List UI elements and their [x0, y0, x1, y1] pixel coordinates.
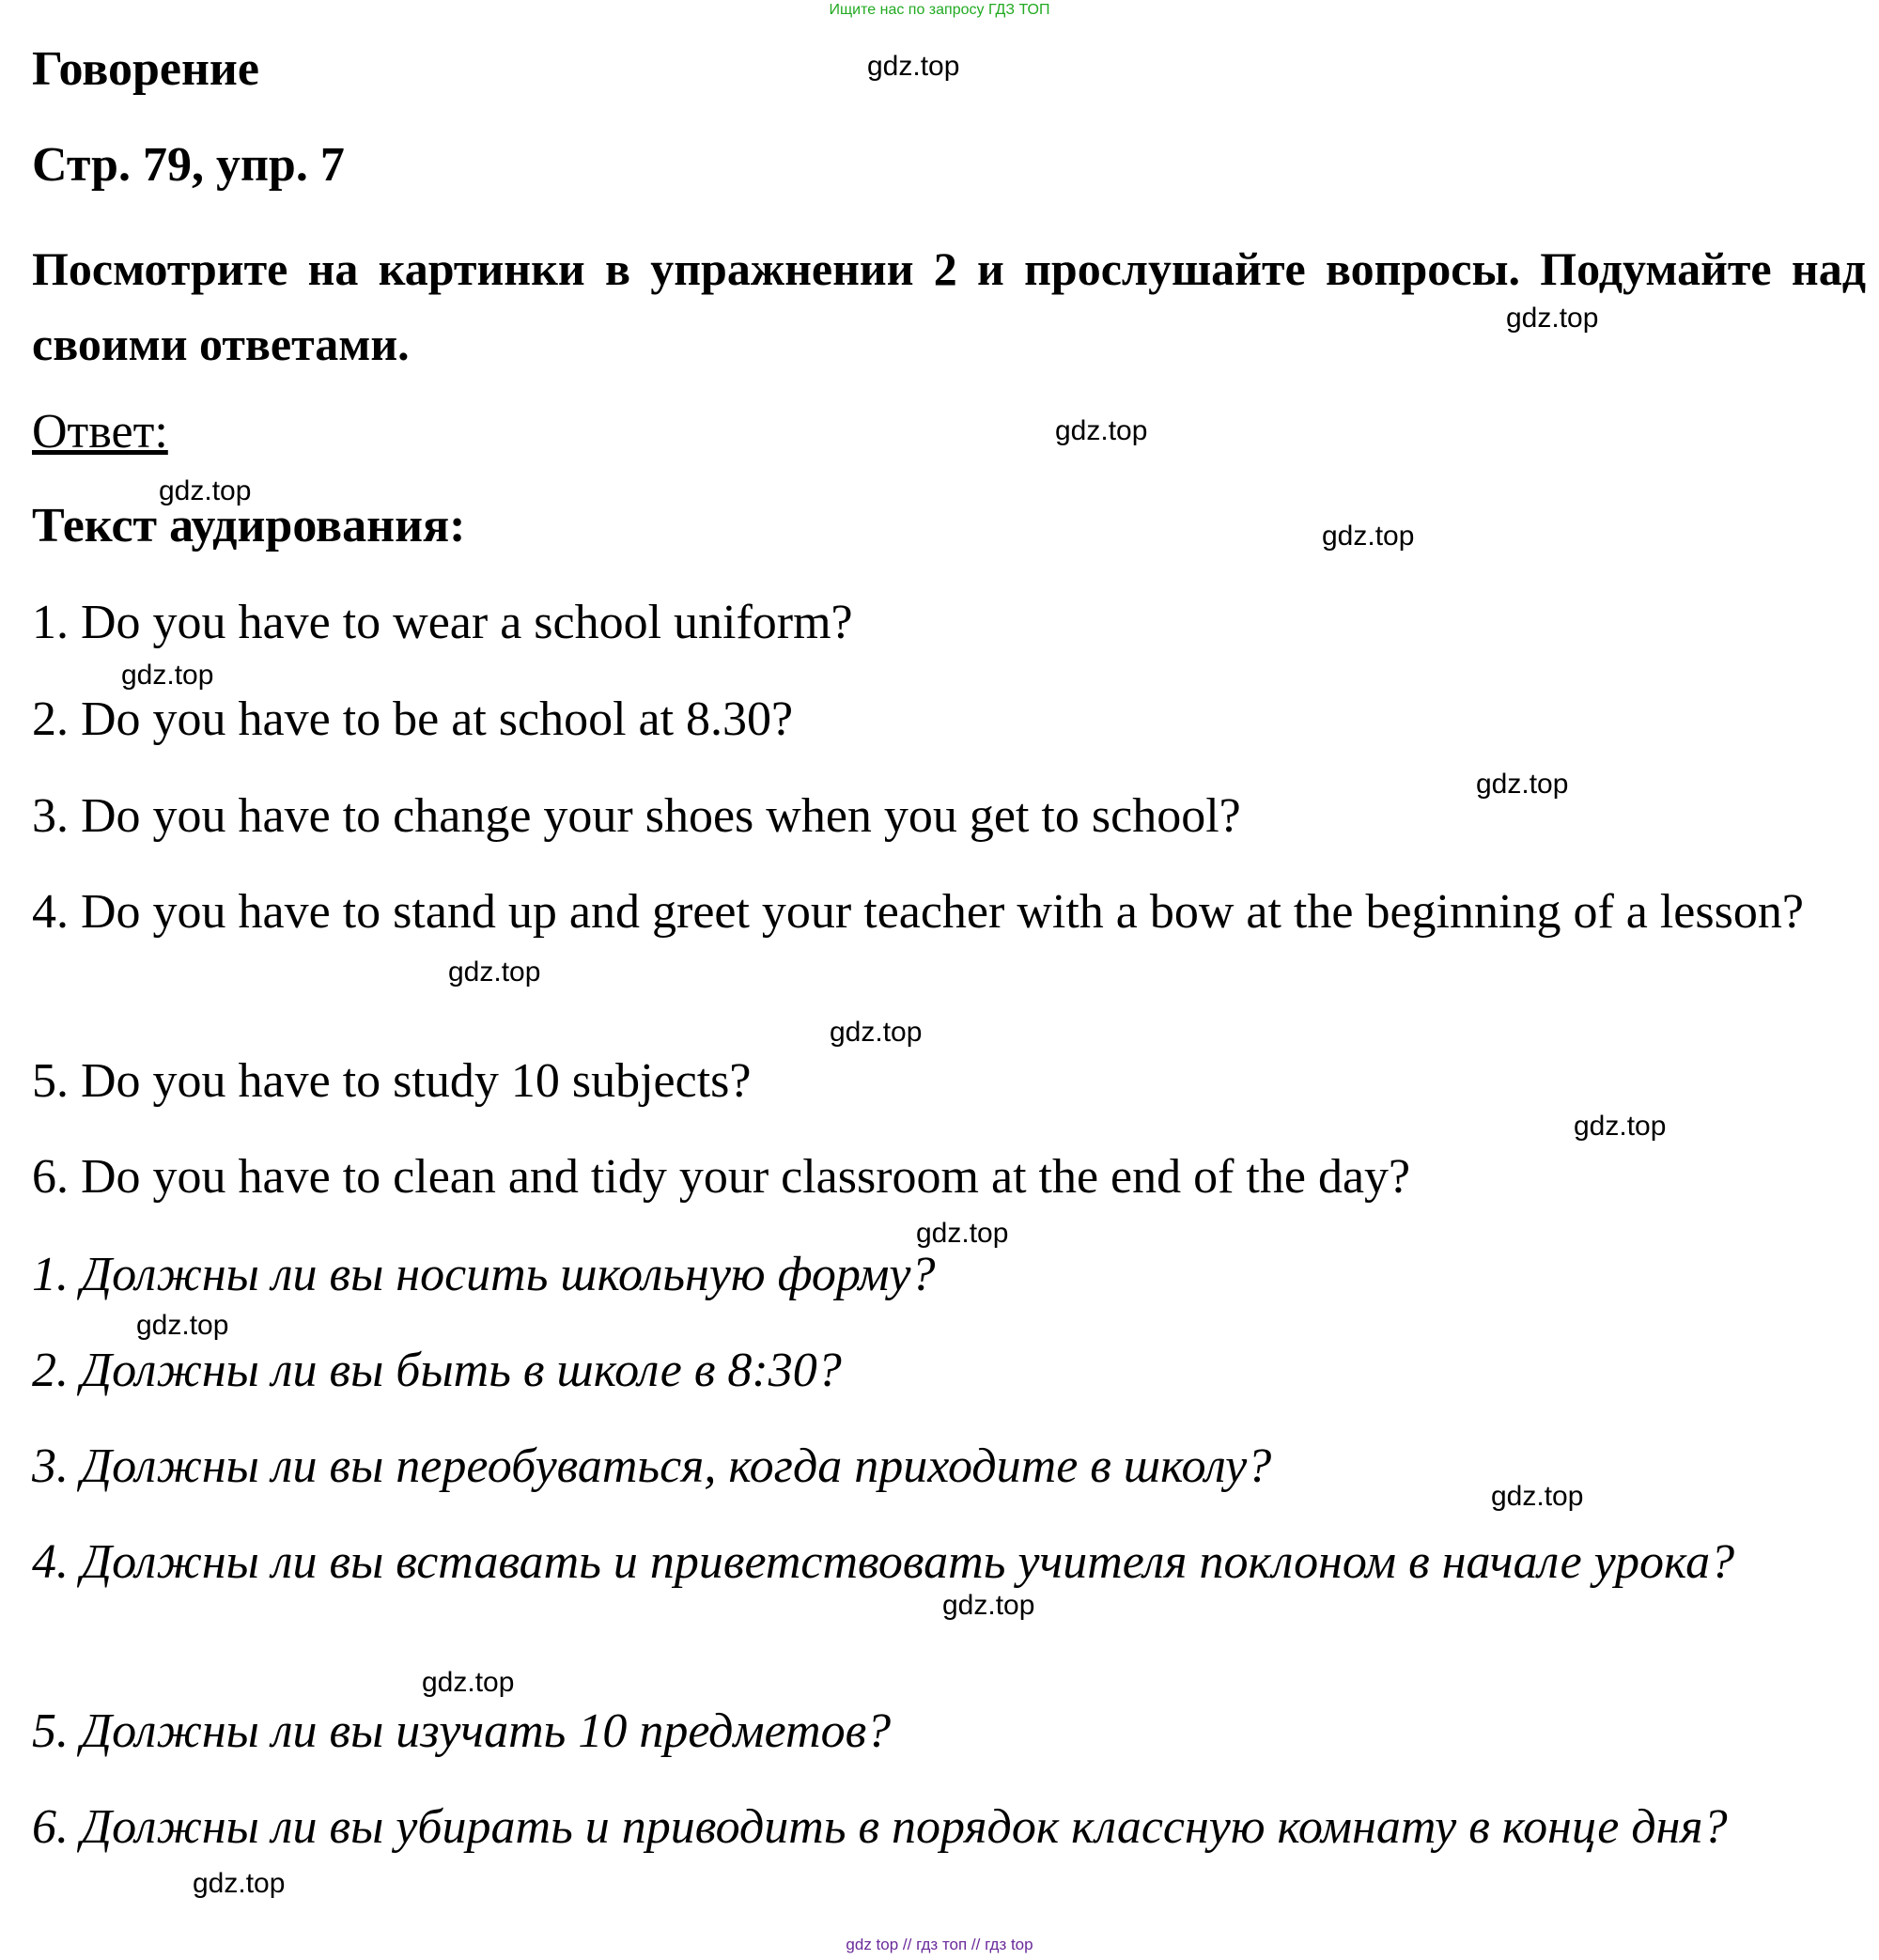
- watermark: gdz.top: [136, 1310, 229, 1341]
- watermark: gdz.top: [1055, 415, 1148, 446]
- translation-4: 4. Должны ли вы вставать и приветствовать учителя поклоном в начале урока?: [32, 1535, 1735, 1589]
- translation-1: 1. Должны ли вы носить школьную форму?: [32, 1248, 936, 1301]
- listening-text-title: Текст аудирования:: [32, 499, 466, 552]
- watermark: gdz.top: [1476, 769, 1569, 800]
- answer-label: Ответ:: [32, 405, 168, 459]
- watermark: gdz.top: [830, 1017, 923, 1048]
- watermark: gdz.top: [942, 1590, 1035, 1621]
- translation-2: 2. Должны ли вы быть в школе в 8:30?: [32, 1344, 842, 1397]
- question-4: 4. Do you have to stand up and greet your teacher with a bow at the beginning of a lesson?: [32, 885, 1804, 939]
- translation-5: 5. Должны ли вы изучать 10 предметов?: [32, 1704, 892, 1758]
- watermark: gdz.top: [1322, 521, 1415, 552]
- watermark: gdz.top: [1574, 1111, 1667, 1142]
- exercise-reference: Стр. 79, упр. 7: [32, 138, 345, 192]
- watermark: gdz.top: [121, 660, 214, 691]
- question-3: 3. Do you have to change your shoes when you get to school?: [32, 789, 1241, 843]
- question-5: 5. Do you have to study 10 subjects?: [32, 1054, 752, 1108]
- translation-6: 6. Должны ли вы убирать и приводить в порядок классную комнату в конце дня?: [32, 1800, 1728, 1854]
- translation-3: 3. Должны ли вы переобуваться, когда приходите в школу?: [32, 1439, 1272, 1493]
- question-2: 2. Do you have to be at school at 8.30?: [32, 692, 794, 746]
- watermark: gdz.top: [448, 957, 541, 988]
- top-banner: Ищите нас по запросу ГДЗ ТОП: [829, 2, 1050, 18]
- watermark: gdz.top: [916, 1218, 1009, 1249]
- watermark: gdz.top: [193, 1868, 286, 1899]
- question-1: 1. Do you have to wear a school uniform?: [32, 596, 853, 649]
- bottom-banner: gdz top // гдз топ // гдз top: [846, 1936, 1033, 1953]
- exercise-instruction: Посмотрите на картинки в упражнении 2 и прослушайте вопросы. Подумайте над своими ответами.: [32, 242, 1866, 370]
- watermark: gdz.top: [159, 475, 252, 506]
- question-6: 6. Do you have to clean and tidy your classroom at the end of the day?: [32, 1150, 1411, 1204]
- watermark: gdz.top: [1491, 1481, 1584, 1512]
- watermark: gdz.top: [422, 1667, 515, 1698]
- watermark: gdz.top: [1506, 303, 1599, 334]
- section-title: Говорение: [32, 42, 259, 96]
- watermark: gdz.top: [867, 51, 960, 82]
